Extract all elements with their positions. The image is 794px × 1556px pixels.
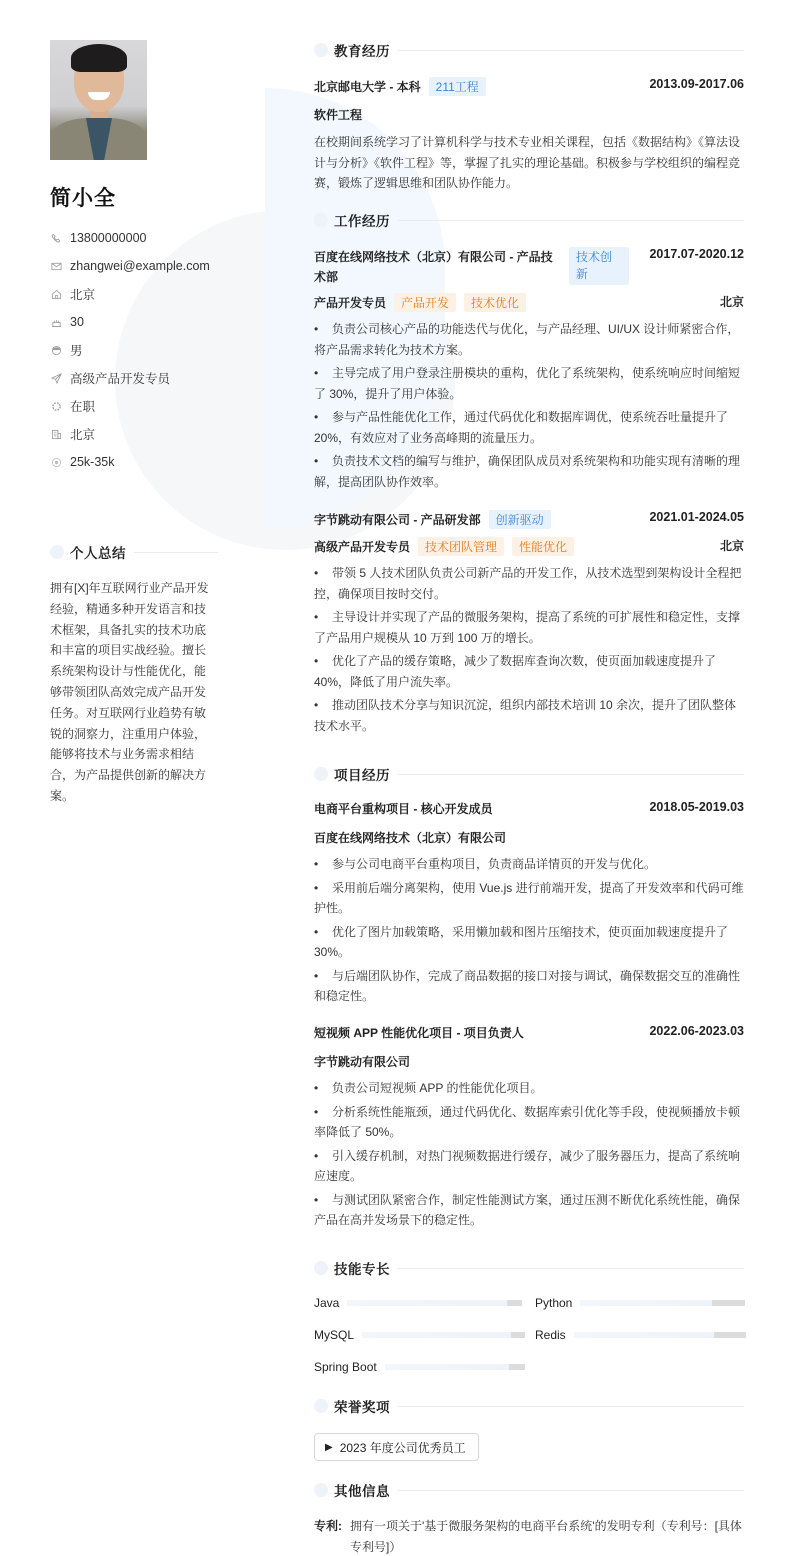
section-dot-icon <box>50 545 64 559</box>
section-dot-icon <box>314 213 328 227</box>
skill-name: Redis <box>535 1328 566 1342</box>
projects-title: 项目经历 <box>334 768 390 783</box>
work-city-value: 北京 <box>70 428 96 442</box>
company-tag: 技术创新 <box>569 247 629 285</box>
building-icon <box>50 428 62 440</box>
bullet-item: • 优化了产品的缓存策略，减少了数据库查询次数，使页面加载速度提升了 40%，降低了用户流失率。 <box>314 654 717 689</box>
job-location: 北京 <box>719 295 744 309</box>
bullet-item: • 与后端团队协作，完成了商品数据的接口对接与调试，确保数据交互的准确性和稳定性。 <box>314 968 741 1003</box>
mail-icon <box>50 260 62 272</box>
patent-text: 拥有一项关于'基于微服务架构的电商平台系统'的发明专利（专利号：[具体专利号]） <box>350 1519 742 1554</box>
section-dot-icon <box>314 1399 328 1413</box>
bullet-item: • 优化了图片加载策略，采用懒加载和图片压缩技术，使页面加载速度提升了 30%。 <box>314 924 729 959</box>
award-label: 2023 年度公司优秀员工 <box>339 1440 466 1455</box>
info-salary <box>50 448 220 476</box>
company-name: 字节跳动有限公司 - 产品研发部 <box>314 513 481 527</box>
skill-level-bar <box>347 1300 522 1306</box>
bullet-item: • 带领 5 人技术团队负责公司新产品的开发工作，从技术选型到架构设计全程把控，确保项目按时交付。 <box>314 566 742 601</box>
awards-list <box>314 1433 744 1461</box>
awards-section-header <box>314 1396 744 1416</box>
role-tag: 产品开发 <box>394 293 456 312</box>
send-icon <box>50 372 62 384</box>
company-tag: 创新驱动 <box>489 510 551 529</box>
email-value: zhangwei@example.com <box>70 259 210 273</box>
summary-section-header <box>50 542 218 562</box>
info-status <box>50 392 220 420</box>
major: 软件工程 <box>314 108 363 122</box>
age-value: 30 <box>70 315 84 329</box>
project-name: 短视频 APP 性能优化项目 - 项目负责人 <box>314 1026 524 1040</box>
phone-value: 13800000000 <box>70 231 147 245</box>
summary-text: 拥有[X]年互联网行业产品开发经验，精通多种开发语言和技术框架，具备扎实的技术功底和丰富的项目实战经验。擅长系统架构设计与性能优化，能够带领团队高效完成产品开发任务。对互联网行业趋势有敏锐的洞察力，注重用户体验，能够将技术与业务需求相结合，为产品提供创新的解决方案。 <box>50 581 209 803</box>
patent-label: 专利: <box>314 1519 342 1533</box>
phone-icon <box>50 232 62 244</box>
play-triangle-icon: ▶ <box>325 1441 333 1453</box>
bullet-item: • 采用前后端分离架构，使用 Vue.js 进行前端开发，提高了开发效率和代码可维护性。 <box>314 880 744 915</box>
awards-title: 荣誉奖项 <box>334 1400 390 1415</box>
section-dot-icon <box>314 43 328 57</box>
section-divider <box>398 220 744 221</box>
project-entry <box>314 1024 744 1231</box>
education-title: 教育经历 <box>334 44 390 59</box>
school-name: 北京邮电大学 - 本科 <box>314 80 421 94</box>
work-entry <box>314 510 744 736</box>
education-section-header <box>314 40 744 60</box>
skill-spring-boot <box>314 1360 525 1374</box>
info-work-city <box>50 420 220 448</box>
bullet-item: • 分析系统性能瓶颈，通过代码优化、数据库索引优化等手段，使视频播放卡顿率降低了 50%。 <box>314 1104 741 1139</box>
bullet-item: • 负责公司核心产品的功能迭代与优化，与产品经理、UI/UX 设计师紧密合作，将产品需求转化为技术方案。 <box>314 322 740 357</box>
work-entry <box>314 247 744 492</box>
project-company: 字节跳动有限公司 <box>314 1055 411 1069</box>
skill-level-bar <box>362 1332 525 1338</box>
education-date: 2013.09-2017.06 <box>649 77 744 91</box>
info-phone <box>50 224 220 252</box>
info-position <box>50 364 220 392</box>
skill-mysql <box>314 1328 525 1342</box>
avatar-photo <box>50 40 147 160</box>
bullet-item: • 引入缓存机制，对热门视频数据进行缓存，减少了服务器压力，提高了系统响应速度。 <box>314 1148 741 1183</box>
candidate-name: 简小全 <box>50 187 116 210</box>
info-email <box>50 252 220 280</box>
bullet-item: • 参与公司电商平台重构项目，负责商品详情页的开发与优化。 <box>314 857 657 871</box>
info-residence <box>50 280 220 308</box>
section-divider <box>398 1268 744 1269</box>
company-name: 百度在线网络技术（北京）有限公司 - 产品技术部 <box>314 250 553 284</box>
salary-value: 25k-35k <box>70 455 115 469</box>
award-item[interactable] <box>314 1433 479 1461</box>
position-value: 高级产品开发专员 <box>70 372 171 386</box>
other-title: 其他信息 <box>334 1484 390 1499</box>
job-role: 产品开发专员 <box>314 296 387 310</box>
work-title: 工作经历 <box>334 214 390 229</box>
project-date: 2018.05-2019.03 <box>649 800 744 814</box>
status-value: 在职 <box>70 400 96 414</box>
project-name: 电商平台重构项目 - 核心开发成员 <box>314 802 493 816</box>
skills-section-header <box>314 1258 744 1278</box>
bullet-item: • 参与产品性能优化工作，通过代码优化和数据库调优，使系统吞吐量提升了 20%，有效应对了业务高峰期的流量压力。 <box>314 410 729 445</box>
work-section-header <box>314 210 744 230</box>
section-divider <box>398 50 744 51</box>
skill-level-bar <box>385 1364 525 1370</box>
skill-name: Java <box>314 1296 340 1310</box>
section-dot-icon <box>314 1261 328 1275</box>
project-entry <box>314 800 744 1007</box>
bullet-item: • 负责公司短视频 APP 的性能优化项目。 <box>314 1081 543 1095</box>
other-section-header <box>314 1480 744 1500</box>
role-tag: 技术优化 <box>464 293 526 312</box>
role-tag: 技术团队管理 <box>418 537 504 556</box>
section-dot-icon <box>314 1483 328 1497</box>
section-dot-icon <box>314 767 328 781</box>
skill-name: Spring Boot <box>314 1360 377 1374</box>
job-role: 高级产品开发专员 <box>314 540 411 554</box>
home-icon <box>50 288 62 300</box>
skill-name: Python <box>535 1296 573 1310</box>
section-divider <box>398 1490 744 1491</box>
info-gender <box>50 336 220 364</box>
sidebar-profile <box>50 40 220 476</box>
bullet-item: • 主导设计并实现了产品的微服务架构，提高了系统的可扩展性和稳定性，支撑了产品用户规模从 10 万到 100 万的增长。 <box>314 610 741 645</box>
education-description: 在校期间系统学习了计算机科学与技术专业相关课程，包括《数据结构》《算法设计与分析》《软件工程》等，掌握了扎实的理论基础。积极参与学校组织的编程竞赛，锻炼了逻辑思维和团队协作能力。 <box>314 135 741 190</box>
cake-icon <box>50 316 62 328</box>
project-date: 2022.06-2023.03 <box>649 1024 744 1038</box>
gender-icon <box>50 344 62 356</box>
section-divider <box>398 1406 744 1407</box>
summary-title: 个人总结 <box>70 546 126 561</box>
skill-level-bar <box>580 1300 745 1306</box>
gender-value: 男 <box>70 344 83 358</box>
work-date: 2017.07-2020.12 <box>649 247 744 261</box>
skill-python <box>535 1296 745 1310</box>
status-icon <box>50 400 62 412</box>
work-date: 2021.01-2024.05 <box>649 510 744 524</box>
salary-icon <box>50 456 62 468</box>
section-divider <box>134 552 218 553</box>
bullet-item: • 主导完成了用户登录注册模块的重构，优化了系统架构，使系统响应时间缩短了 30%，提升了用户体验。 <box>314 366 741 401</box>
school-tag: 211工程 <box>429 77 486 96</box>
skill-name: MySQL <box>314 1328 355 1342</box>
patent-info <box>314 1516 744 1556</box>
bullet-item: • 与测试团队紧密合作，制定性能测试方案，通过压测不断优化系统性能，确保产品在高并发场景下的稳定性。 <box>314 1192 741 1227</box>
skill-java <box>314 1296 522 1310</box>
project-company: 百度在线网络技术（北京）有限公司 <box>314 831 507 845</box>
info-age <box>50 308 220 336</box>
skill-redis <box>535 1328 746 1342</box>
education-entry-header <box>314 77 744 96</box>
projects-section-header <box>314 764 744 784</box>
job-location: 北京 <box>719 539 744 553</box>
section-divider <box>398 774 744 775</box>
residence-value: 北京 <box>70 288 96 302</box>
contact-info-list <box>50 224 220 476</box>
skill-level-bar <box>574 1332 746 1338</box>
skills-title: 技能专长 <box>334 1262 390 1277</box>
bullet-item: • 负责技术文档的编写与维护，确保团队成员对系统架构和功能实现有清晰的理解，提高团队协作效率。 <box>314 454 741 489</box>
bullet-item: • 推动团队技术分享与知识沉淀，组织内部技术培训 10 余次，提升了团队整体技术水平。 <box>314 698 737 733</box>
role-tag: 性能优化 <box>512 537 574 556</box>
